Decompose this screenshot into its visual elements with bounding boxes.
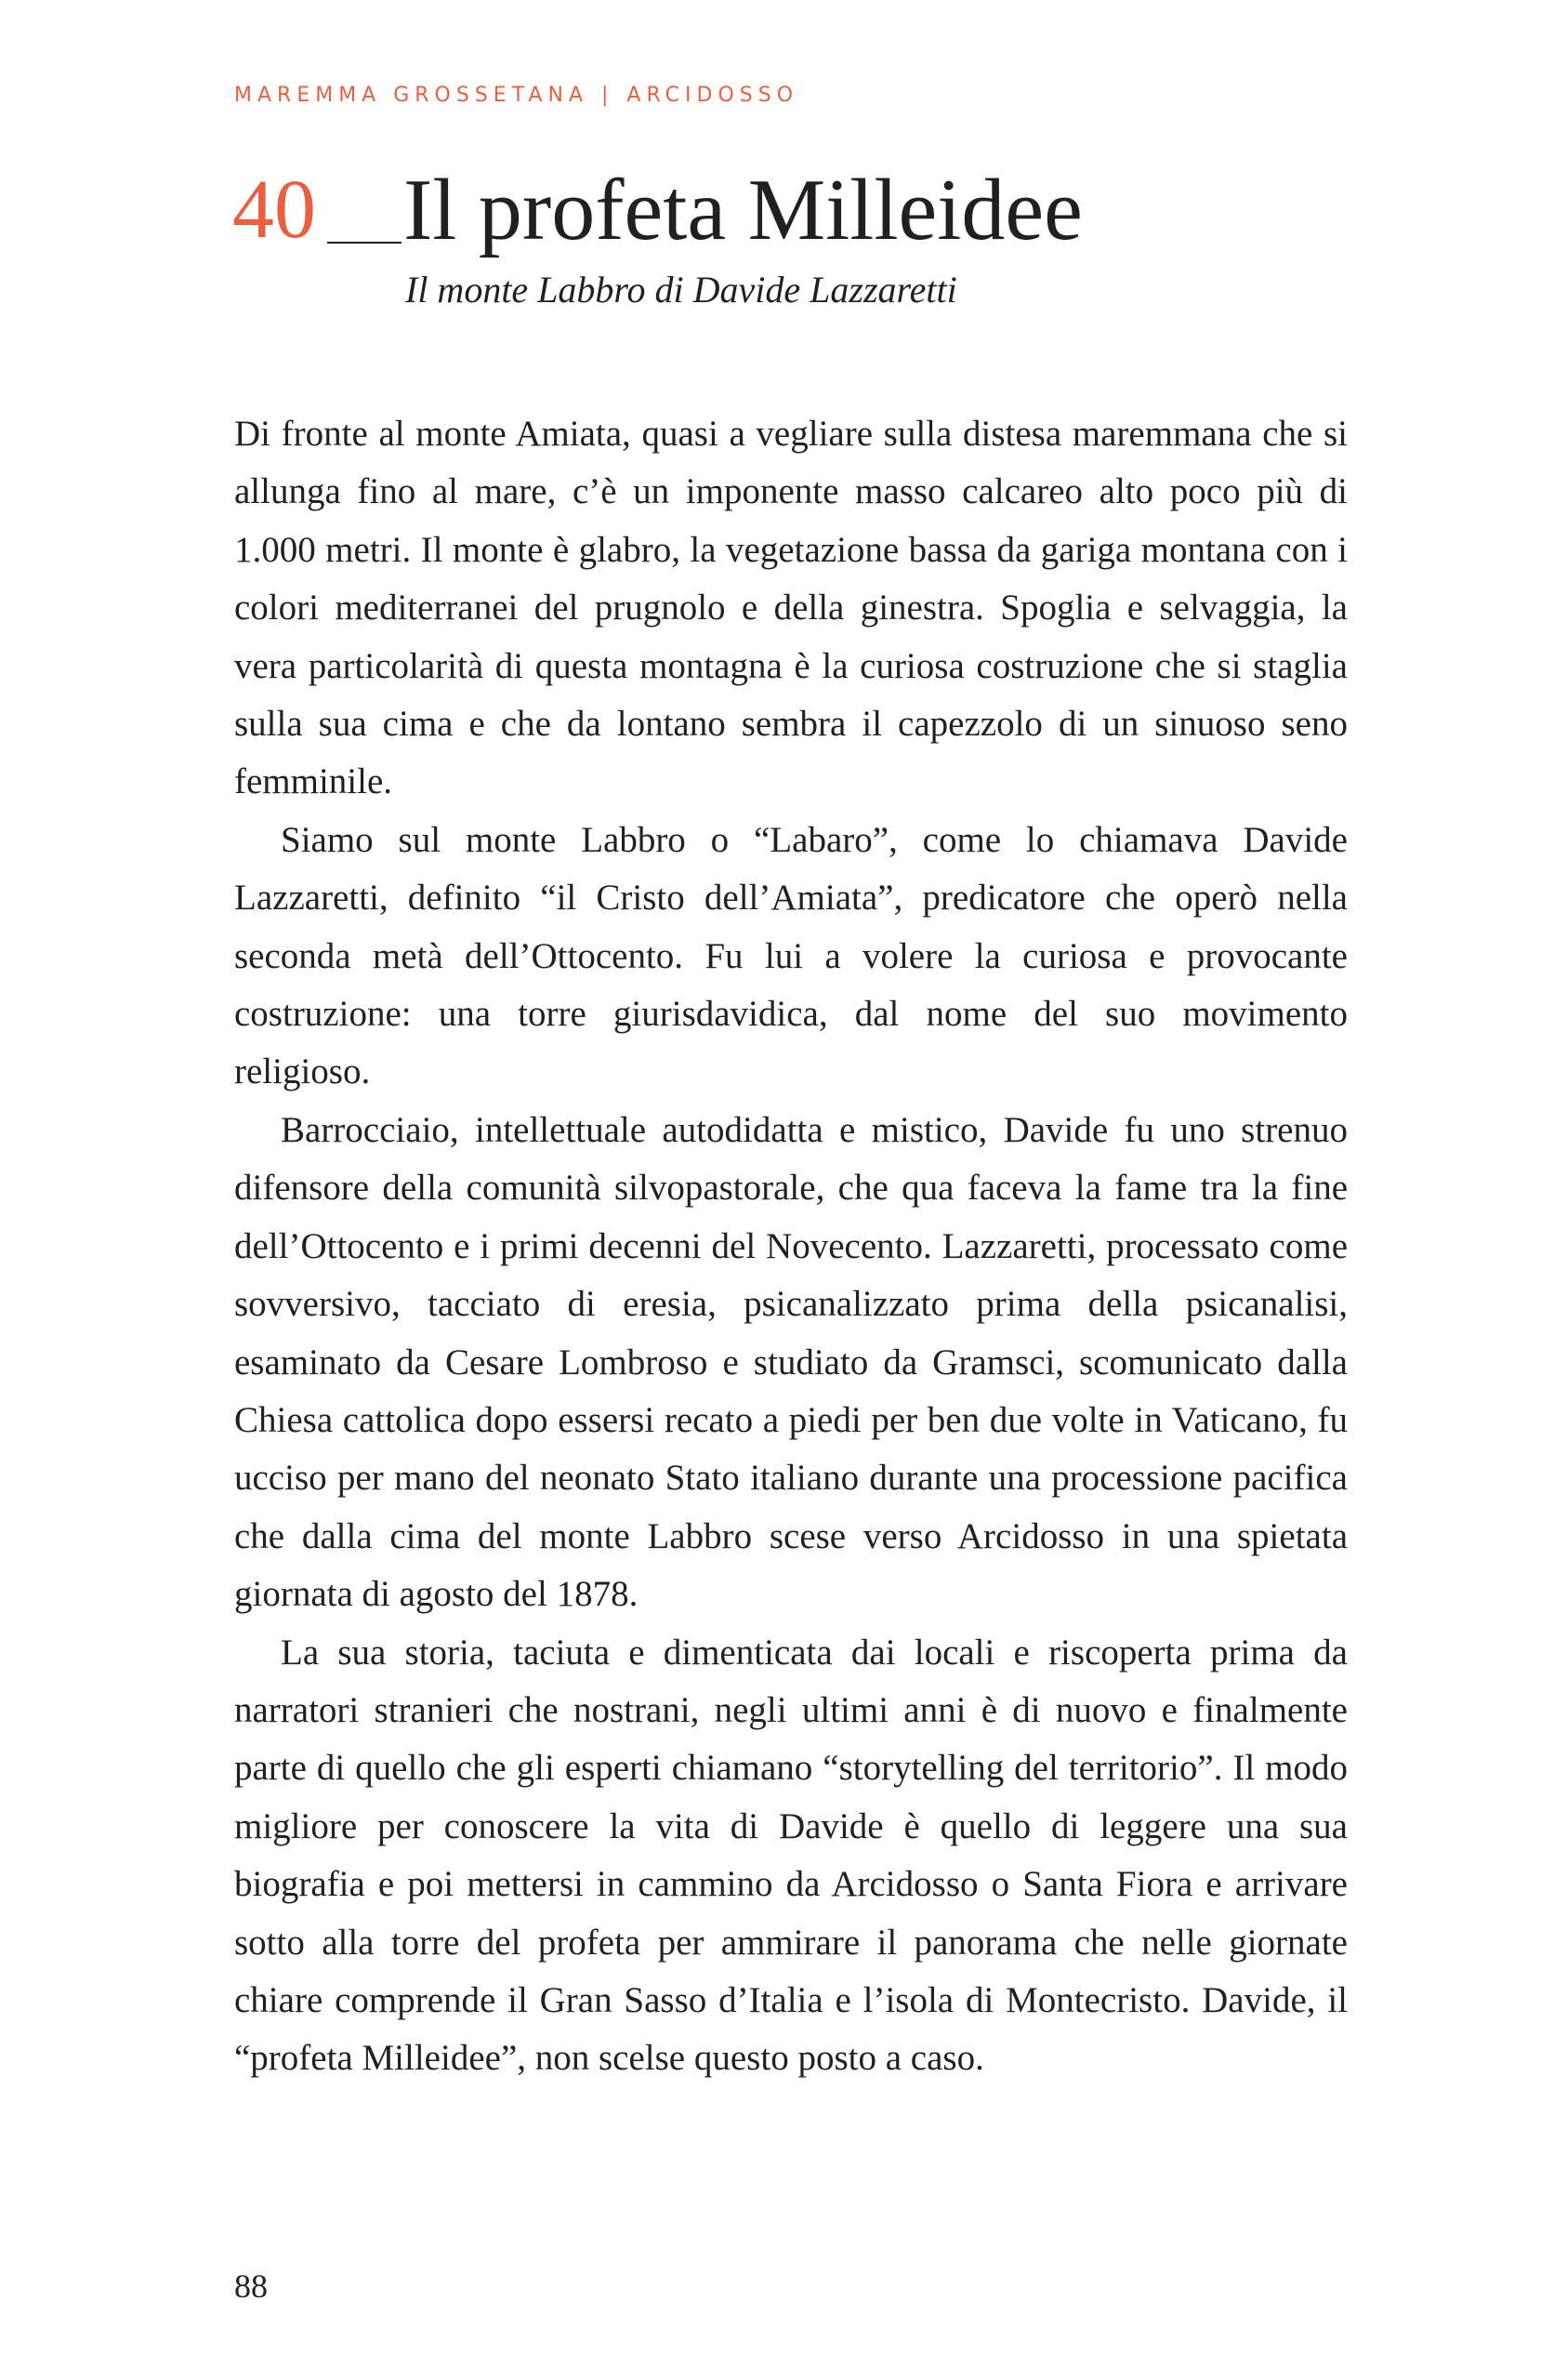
chapter-number-rule [327,242,402,244]
running-head-town: ARCIDOSSO [626,84,799,107]
running-head-separator: | [601,84,614,107]
page-number: 88 [234,2268,268,2305]
chapter-subtitle: Il monte Labbro di Davide Lazzaretti [405,269,957,311]
chapter-number: 40 [232,164,316,256]
running-head [234,84,798,107]
paragraph-1: Di fronte al monte Amiata, quasi a vegliare sulla distesa maremmana che si allunga fino al mare, c’è un imponente masso calcareo alto poco più di 1.000 metri. Il monte è glabro, la vegetazione bassa da gariga montana con i colori mediterranei del prugnolo e della ginestra. Spoglia e selvaggia, la vera particolarità di questa montagna è la curiosa costruzione che si staglia sulla sua cima e che da lontano sembra il capezzolo di un sinuoso seno femminile. [234,414,1348,802]
chapter-title: Il profeta Milleidee [403,162,1083,258]
paragraph-4: La sua storia, taciuta e dimenticata dai locali e riscoperta prima da narratori stranieri che nostrani, negli ultimi anni è di nuovo e finalmente parte di quello che gli esperti chiamano “storytelling del territorio”. Il modo migliore per conoscere la vita di Davide è quello di leggere una sua biografia e poi mettersi in cammino da Arcidosso o Santa Fiora e arrivare sotto alla torre del profeta per ammirare il panorama che nelle giornate chiare comprende il Gran Sasso d’Italia e l’isola di Montecristo. Davide, il “profeta Milleidee”, non scelse questo posto a caso. [234,1632,1348,2079]
body-text [234,405,1348,2088]
paragraph-3: Barrocciaio, intellettuale autodidatta e mistico, Davide fu uno strenuo difensore della comunità silvopastorale, che qua faceva la fame tra la fine dell’Ottocento e i primi decenni del Novecento. Lazzaretti, processato come sovversivo, tacciato di eresia, psicanalizzato prima della psicanalisi, esaminato da Cesare Lombroso e studiato da Gramsci, scomunicato dalla Chiesa cattolica dopo essersi recato a piedi per ben due volte in Vaticano, fu ucciso per mano del neonato Stato italiano durante una processione pacifica che dalla cima del monte Labbro scese verso Arcidosso in una spietata giornata di agosto del 1878. [234,1109,1348,1615]
paragraph-2: Siamo sul monte Labbro o “Labaro”, come lo chiamava Davide Lazzaretti, definito “il Cristo dell’Amiata”, predicatore che operò nella seconda metà dell’Ottocento. Fu lui a volere la curiosa e provocante costruzione: una torre giurisdavidica, dal nome del suo movimento religioso. [234,819,1348,1092]
running-head-region: MAREMMA GROSSETANA [234,84,588,107]
